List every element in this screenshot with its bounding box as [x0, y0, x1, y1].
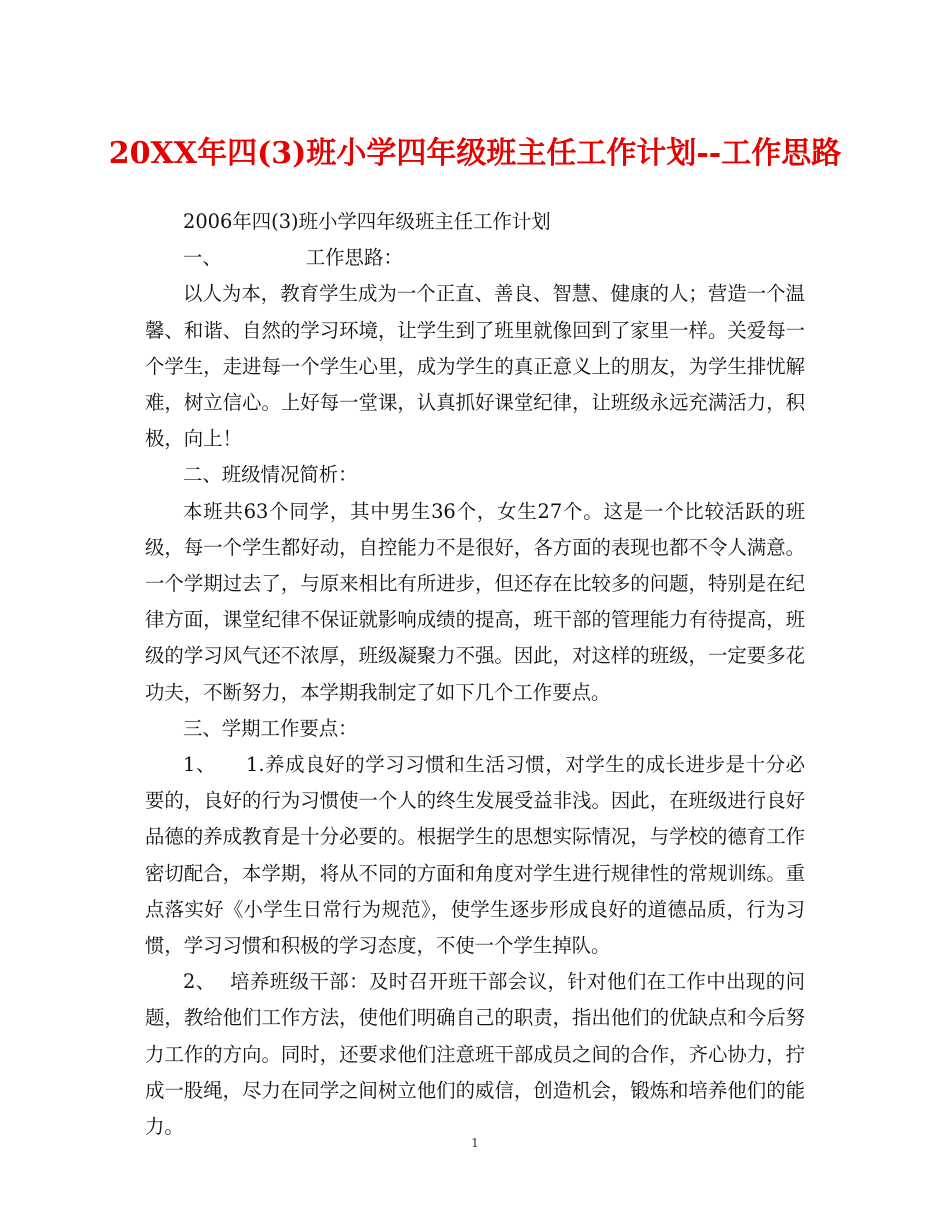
section1-heading-line	[145, 240, 805, 276]
item1-paragraph	[145, 747, 805, 964]
section3-heading: 三、学期工作要点：	[183, 716, 358, 740]
section1-number: 一、	[183, 246, 222, 270]
item1-number: 1、	[183, 753, 216, 777]
section1-body: 以人为本，教育学生成为一个正直、善良、智慧、健康的人；营造一个温馨、和谐、自然的学习环境，让学生到了班里就像回到了家里一样。关爱每一个学生，走进每一个学生心里，成为学生的真正意义上的朋友，为学生排忧解难，树立信心。上好每一堂课，认真抓好课堂纪律，让班级永远充满活力，积极，向上！	[145, 282, 805, 451]
subtitle: 2006年四(3)班小学四年级班主任工作计划	[183, 210, 551, 233]
item2-paragraph	[145, 964, 805, 1145]
item2-body: 培养班级干部：及时召开班干部会议，针对他们在工作中出现的问题，教给他们工作方法，使他们明确自己的职责，指出他们的优缺点和今后努力工作的方向。同时，还要求他们注意班干部成员之间的合作，齐心协力，拧成一股绳，尽力在同学之间树立他们的威信，创造机会，锻炼和培养他们的能力。	[145, 970, 806, 1139]
document-body	[145, 204, 805, 1145]
section2-body: 本班共63个同学，其中男生36个，女生27个。这是一个比较活跃的班级，每一个学生都好动，自控能力不是很好，各方面的表现也都不令人满意。一个学期过去了，与原来相比有所进步，但还存在比较多的问题，特别是在纪律方面，课堂纪律不保证就影响成绩的提高，班干部的管理能力有待提高，班级的学习风气还不浓厚，班级凝聚力不强。因此，对这样的班级，一定要多花功夫，不断努力，本学期我制定了如下几个工作要点。	[145, 499, 805, 704]
item1-body: 1.养成良好的学习习惯和生活习惯，对学生的成长进步是十分必要的，良好的行为习惯使一个人的终生发展受益非浅。因此，在班级进行良好品德的养成教育是十分必要的。根据学生的思想实际情况，与学校的德育工作密切配合，本学期，将从不同的方面和角度对学生进行规律性的常规训练。重点落实好《小学生日常行为规范》，使学生逐步形成良好的道德品质，行为习惯，学习习惯和积极的学习态度，不使一个学生掉队。	[145, 753, 805, 958]
section1-heading: 工作思路：	[305, 246, 403, 270]
section2-heading: 二、班级情况简析：	[183, 463, 358, 487]
document-title: 20XX年四(3)班小学四年级班主任工作计划--工作思路	[108, 136, 842, 171]
item2-number: 2、	[183, 970, 216, 994]
page-number: 1	[471, 1136, 479, 1150]
